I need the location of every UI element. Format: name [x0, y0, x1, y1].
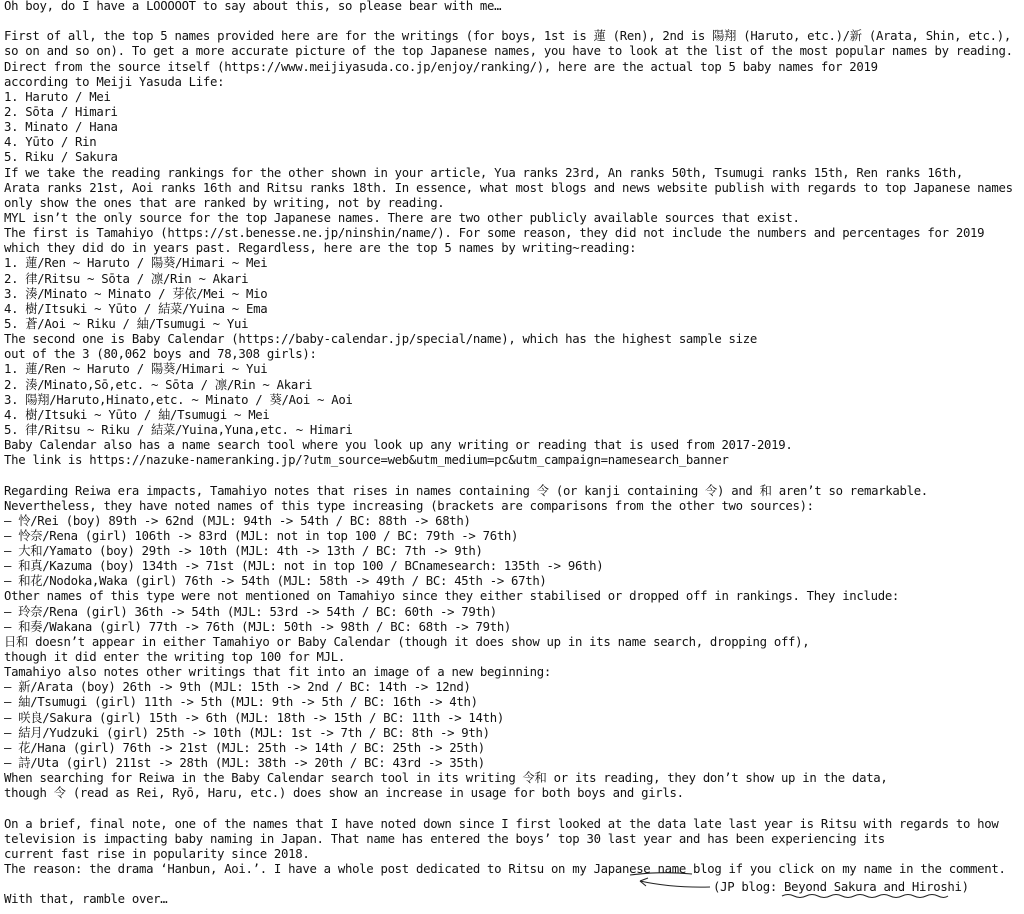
text-line: On a brief, final note, one of the names that I have noted down since I first looked at the data late last year is Ritsu with regards to how — [4, 816, 999, 831]
text-line: only show the ones that are ranked by writing, not by reading. — [4, 195, 445, 210]
text-line: – 大和/Yamato (boy) 29th -> 10th (MJL: 4th -> 13th / BC: 7th -> 9th) — [4, 544, 483, 559]
annotation-link[interactable]: Beyond Sakura and Hiroshi — [784, 880, 962, 894]
text-line: 5. 律/Ritsu ~ Riku / 結菜/Yuina,Yuna,etc. ~ Himari — [4, 422, 353, 437]
text-line: The second one is Baby Calendar (https://baby-calendar.jp/special/name), which has the highest sample size — [4, 332, 757, 347]
text-line: 4. Yūto / Rin — [4, 135, 97, 150]
blank-line — [4, 468, 1020, 483]
text-line: – 紬/Tsumugi (girl) 11th -> 5th (MJL: 9th -> 5th / BC: 16th -> 4th) — [4, 695, 478, 710]
underline-mark — [630, 873, 692, 875]
annotation-suffix: ) — [961, 880, 969, 894]
comment-text — [4, 0, 1020, 907]
text-line: Baby Calendar also has a name search tool where you look up any writing or reading that is used from 2017-2019. — [4, 438, 793, 453]
arrow-line — [640, 881, 710, 887]
text-line: which they did do in years past. Regardless, here are the top 5 names by writing~reading: — [4, 241, 637, 256]
text-line: With that, ramble over… — [4, 892, 168, 907]
text-line: 5. 蒼/Aoi ~ Riku / 紬/Tsumugi ~ Yui — [4, 316, 249, 331]
text-line: Regarding Reiwa era impacts, Tamahiyo notes that rises in names containing 令 (or kanji containing 令) and 和 aren’t so remarkable. — [4, 483, 928, 498]
text-line: so on and so on). To get a more accurate picture of the top Japanese names, you have to look at the list of the most popular names by reading. — [4, 44, 1013, 59]
text-line: 1. 蓮/Ren ~ Haruto / 陽葵/Himari ~ Yui — [4, 362, 268, 377]
text-line: 2. 律/Ritsu ~ Sōta / 凛/Rin ~ Akari — [4, 271, 249, 286]
text-line: – 怜/Rei (boy) 89th -> 62nd (MJL: 94th -> 54th / BC: 88th -> 68th) — [4, 513, 471, 528]
text-line: When searching for Reiwa in the Baby Calendar search tool in its writing 令和 or its reading, they don’t show up in the data, — [4, 771, 888, 786]
text-line: out of the 3 (80,062 boys and 78,308 girls): — [4, 347, 317, 362]
text-line: Nevertheless, they have noted names of this type increasing (brackets are comparisons from the other two sources): — [4, 498, 814, 513]
text-line: 2. 湊/Minato,Sō,etc. ~ Sōta / 凛/Rin ~ Akari — [4, 377, 313, 392]
text-line: 3. 陽翔/Haruto,Hinato,etc. ~ Minato / 葵/Aoi ~ Aoi — [4, 392, 353, 407]
text-line: – 玲奈/Rena (girl) 36th -> 54th (MJL: 53rd -> 54th / BC: 60th -> 79th) — [4, 604, 497, 619]
text-line: – 和奏/Wakana (girl) 77th -> 76th (MJL: 50th -> 98th / BC: 68th -> 79th) — [4, 619, 512, 634]
text-line: 4. 樹/Itsuki ~ Yūto / 結菜/Yuina ~ Ema — [4, 301, 268, 316]
text-line: – 和花/Nodoka,Waka (girl) 76th -> 54th (MJL: 58th -> 49th / BC: 45th -> 67th) — [4, 574, 547, 589]
text-line: 3. Minato / Hana — [4, 120, 118, 135]
blank-line — [4, 801, 1020, 816]
text-line: Tamahiyo also notes other writings that fit into an image of a new beginning: — [4, 665, 551, 680]
text-line: – 怜奈/Rena (girl) 106th -> 83rd (MJL: not in top 100 / BC: 79th -> 76th) — [4, 528, 519, 543]
handwritten-annotation — [600, 860, 980, 914]
text-line: though it did enter the writing top 100 for MJL. — [4, 650, 345, 665]
text-line: 3. 湊/Minato ~ Minato / 芽依/Mei ~ Mio — [4, 286, 268, 301]
text-line: – 結月/Yudzuki (girl) 25th -> 10th (MJL: 1st -> 7th / BC: 8th -> 9th) — [4, 725, 490, 740]
text-line: – 和真/Kazuma (boy) 134th -> 71st (MJL: not in top 100 / BCnamesearch: 135th -> 96th) — [4, 559, 604, 574]
text-line: If we take the reading rankings for the other shown in your article, Yua ranks 23rd, An ranks 50th, Tsumugi ranks 15th, Ren ranks 16th, — [4, 165, 963, 180]
text-line: according to Meiji Yasuda Life: — [4, 74, 225, 89]
text-line: 日和 doesn’t appear in either Tamahiyo or Baby Calendar (though it does show up in its name search, dropping off), — [4, 634, 810, 649]
text-line: 2. Sōta / Himari — [4, 104, 118, 119]
text-line: though 令 (read as Rei, Ryō, Haru, etc.) does show an increase in usage for both boys and girls. — [4, 786, 684, 801]
text-line: current fast rise in popularity since 2018. — [4, 846, 310, 861]
svg-text:(JP blog: Beyond Sakura and Hi — [713, 880, 969, 894]
text-line: MYL isn’t the only source for the top Japanese names. There are two other publicly available sources that exist. — [4, 210, 800, 225]
text-line: The first is Tamahiyo (https://st.benesse.ne.jp/ninshin/name/). For some reason, they did not include the numbers and percentages for 2019 — [4, 226, 985, 241]
text-line: Other names of this type were not mentioned on Tamahiyo since they either stabilised or dropped off in rankings. They include: — [4, 589, 900, 604]
text-line: The reason: the drama ‘Hanbun, Aoi.’. I have a whole post dedicated to Ritsu on my Japanese name blog if you click on my name in the comment. — [4, 862, 1006, 877]
annotation-prefix: (JP blog: — [713, 880, 785, 894]
text-line: Oh boy, do I have a LOOOOOT to say about this, so please bear with me… — [4, 0, 502, 13]
text-line: First of all, the top 5 names provided here are for the writings (for boys, 1st is 蓮 (Ren), 2nd is 陽翔 (Haruto, etc.)/新 (Arata, Shin, etc.), — [4, 29, 1011, 44]
text-line: – 詩/Uta (girl) 211st -> 28th (MJL: 38th -> 20th / BC: 43rd -> 35th) — [4, 756, 485, 771]
text-line: Direct from the source itself (https://www.meijiyasuda.co.jp/enjoy/ranking/), here are the actual top 5 baby names for 2019 — [4, 59, 878, 74]
text-line: – 花/Hana (girl) 76th -> 21st (MJL: 25th -> 14th / BC: 25th -> 25th) — [4, 740, 485, 755]
wavy-underline — [782, 895, 948, 898]
text-line: – 新/Arata (boy) 26th -> 9th (MJL: 15th -> 2nd / BC: 14th -> 12nd) — [4, 680, 471, 695]
text-line: 1. 蓮/Ren ~ Haruto / 陽葵/Himari ~ Mei — [4, 256, 268, 271]
blank-line — [4, 14, 1020, 29]
text-line: television is impacting baby naming in Japan. That name has entered the boys’ top 30 last year and has been experiencing its — [4, 831, 885, 846]
text-line: 5. Riku / Sakura — [4, 150, 118, 165]
text-line: – 咲良/Sakura (girl) 15th -> 6th (MJL: 18th -> 15th / BC: 11th -> 14th) — [4, 710, 504, 725]
text-line: Arata ranks 21st, Aoi ranks 16th and Ritsu ranks 18th. In essence, what most blogs and news website publish with regards to top Japanese names — [4, 180, 1013, 195]
text-line: 4. 樹/Itsuki ~ Yūto / 紬/Tsumugi ~ Mei — [4, 407, 270, 422]
text-line: 1. Haruto / Mei — [4, 89, 111, 104]
text-line: The link is https://nazuke-nameranking.jp/?utm_source=web&utm_medium=pc&utm_campaign=namesearch_banner — [4, 453, 729, 468]
